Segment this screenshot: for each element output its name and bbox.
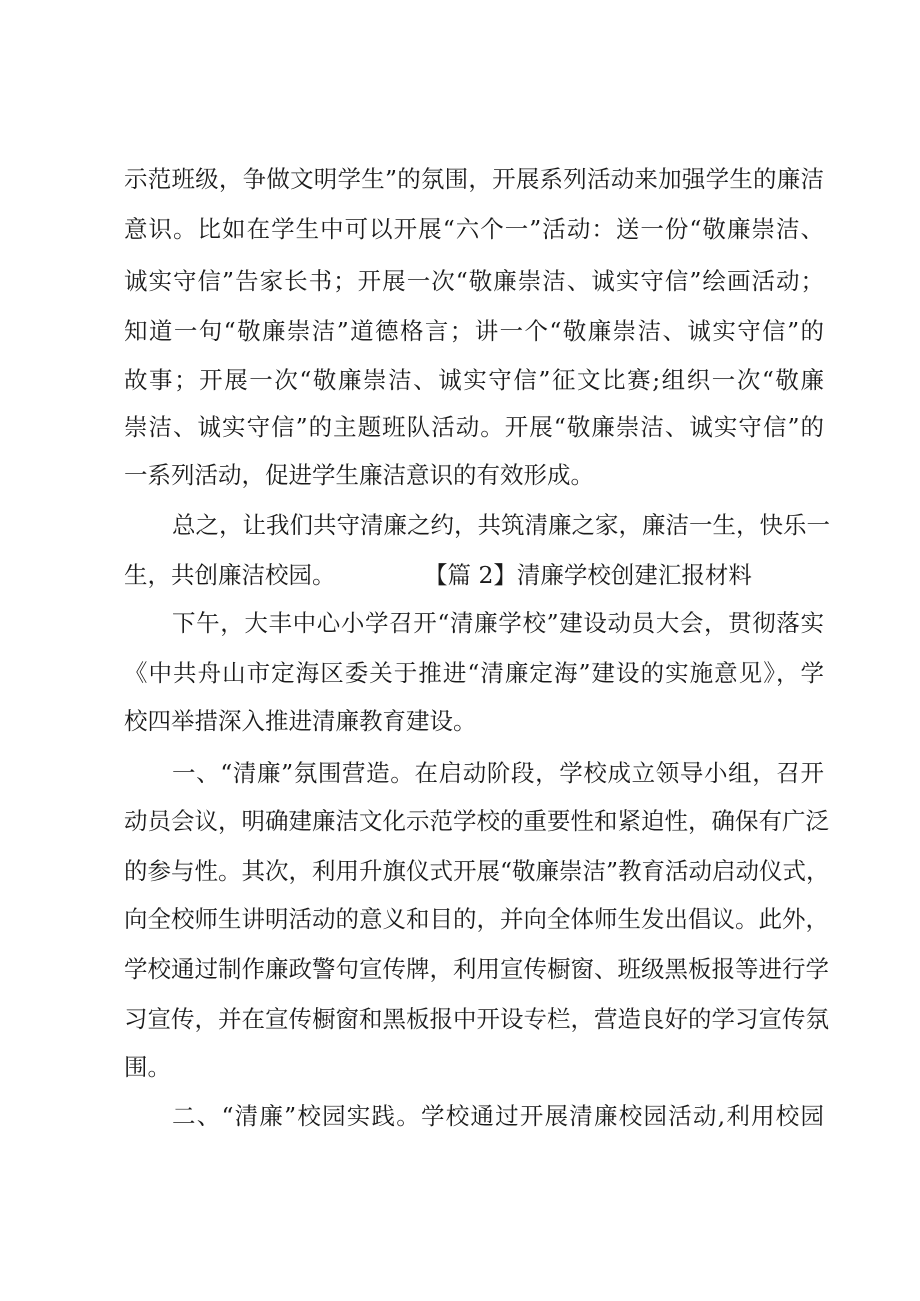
text-line: 诚实守信”告家长书；开展一次“敬廉崇洁、诚实守信”绘画活动； [124, 267, 824, 295]
text-line: 总之，让我们共守清廉之约，共筑清廉之家，廉洁一生，快乐一 [172, 511, 830, 539]
text-line: 动员会议，明确建廉洁文化示范学校的重要性和紧迫性，确保有广泛 [124, 807, 829, 835]
section-heading: 【篇 2】清廉学校创建汇报材料 [424, 561, 752, 589]
text-line: 向全校师生讲明活动的意义和目的，并向全体师生发出倡议。此外， [124, 905, 829, 933]
text-line: 生，共创廉洁校园。 [124, 561, 336, 589]
text-line: 《中共舟山市定海区委关于推进“清廉定海”建设的实施意见》，学 [124, 659, 824, 687]
text-line: 习宣传，并在宣传橱窗和黑板报中开设专栏，营造良好的学习宣传氛 [124, 1005, 829, 1033]
text-line: 下午，大丰中心小学召开“清廉学校”建设动员大会，贯彻落实 [172, 609, 824, 637]
text-line: 学校通过制作廉政警句宣传牌，利用宣传橱窗、班级黑板报等进行学 [124, 955, 829, 983]
text-line: 示范班级，争做文明学生”的氛围，开展系列活动来加强学生的廉洁 [124, 165, 824, 193]
text-line: 崇洁、诚实守信”的主题班队活动。开展“敬廉崇洁、诚实守信”的 [124, 413, 824, 441]
text-line: 的参与性。其次，利用升旗仪式开展“敬廉崇洁”教育活动启动仪式， [124, 857, 830, 885]
text-line: 一、“清廉”氛围营造。在启动阶段，学校成立领导小组，召开 [172, 759, 824, 787]
text-line: 一系列活动，促进学生廉洁意识的有效形成。 [124, 461, 594, 489]
text-line: 知道一句“敬廉崇洁”道德格言；讲一个“敬廉崇洁、诚实守信”的 [124, 317, 824, 345]
text-line: 故事；开展一次“敬廉崇洁、诚实守信”征文比赛;组织一次“敬廉 [124, 366, 824, 394]
text-line: 校四举措深入推进清廉教育建设。 [124, 707, 477, 735]
text-line: 二、“清廉”校园实践。学校通过开展清廉校园活动,利用校园 [172, 1102, 824, 1130]
text-line: 意识。比如在学生中可以开展“六个一”活动：送一份“敬廉崇洁、 [124, 215, 824, 243]
text-line: 围。 [124, 1053, 171, 1081]
